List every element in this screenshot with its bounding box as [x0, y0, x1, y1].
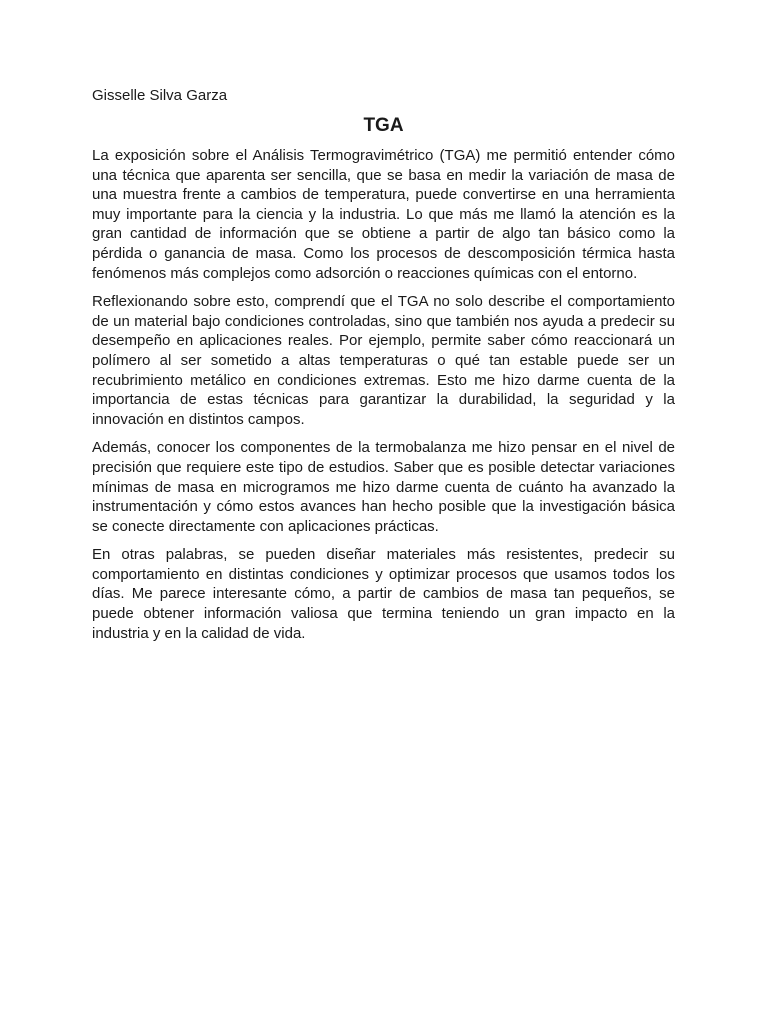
paragraph-1: La exposición sobre el Análisis Termogravimétrico (TGA) me permitió entender cómo una técnica que aparenta ser sencilla, que se basa en medir la variación de masa de una muestra frente a cambios de temperatura, puede convertirse en una herramienta muy importante para la ciencia y la industria. Lo que más me llamó la atención es la gran cantidad de información que se obtiene a partir de algo tan básico como la pérdida o ganancia de masa. Como los procesos de descomposición térmica hasta fenómenos más complejos como adsorción o reacciones químicas con el entorno. [92, 147, 675, 282]
paragraph-3: Además, conocer los componentes de la termobalanza me hizo pensar en el nivel de precisión que requiere este tipo de estudios. Saber que es posible detectar variaciones mínimas de masa en microgramos me hizo darme cuenta de cuánto ha avanzado la instrumentación y cómo estos avances han hecho posible que la investigación básica se conecte directamente con aplicaciones prácticas. [92, 439, 675, 535]
document-title: TGA [363, 115, 404, 136]
paragraph-4: En otras palabras, se pueden diseñar materiales más resistentes, predecir su comportamiento en distintas condiciones y optimizar procesos que usamos todos los días. Me parece interesante cómo, a partir de cambios de masa tan pequeños, se puede obtener información valiosa que termina teniendo un gran impacto en la industria y en la calidad de vida. [92, 546, 675, 642]
author-name: Gisselle Silva Garza [92, 87, 228, 104]
document-page [92, 86, 675, 652]
paragraph-2: Reflexionando sobre esto, comprendí que el TGA no solo describe el comportamiento de un material bajo condiciones controladas, sino que también nos ayuda a predecir su desempeño en aplicaciones reales. Por ejemplo, permite saber cómo reaccionará un polímero al ser sometido a altas temperaturas o qué tan estable puede ser un recubrimiento metálico en condiciones extremas. Esto me hizo darme cuenta de la importancia de estas técnicas para garantizar la durabilidad, la seguridad y la innovación en distintos campos. [92, 293, 675, 428]
